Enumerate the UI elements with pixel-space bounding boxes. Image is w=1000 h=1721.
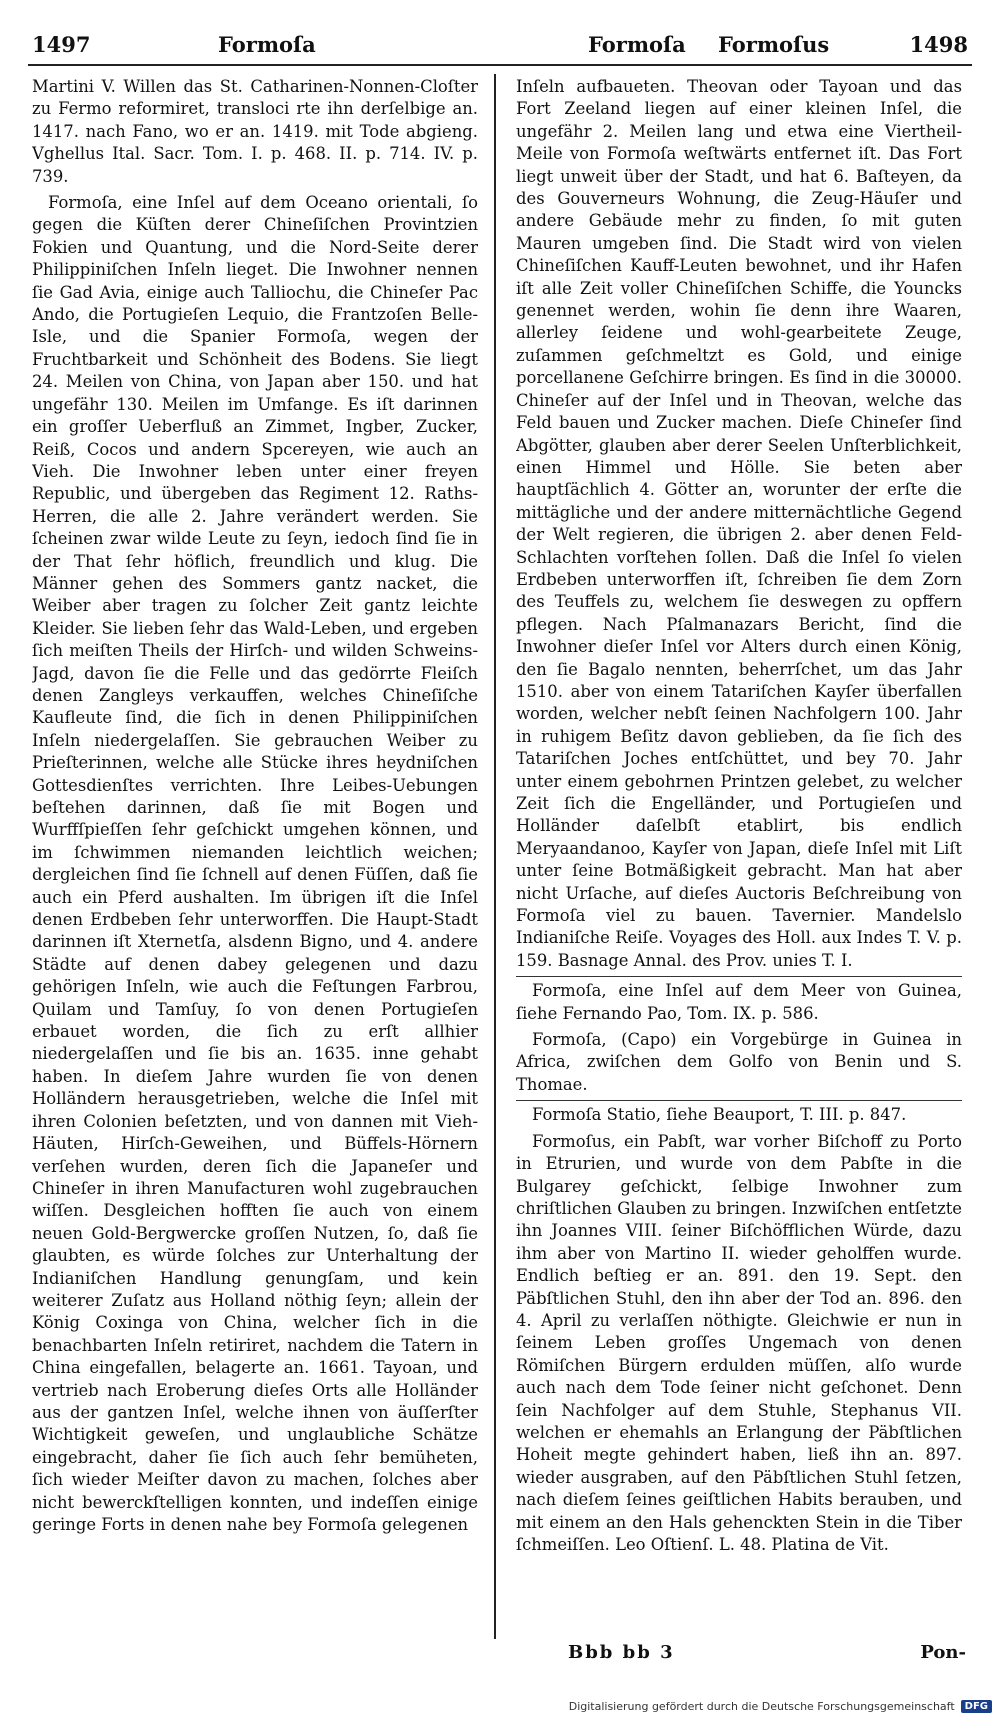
entry-continuation: Martini V. Willen das St. Catharinen-Nonnen-Cloſter zu Fermo reformiret, transloci rte ihn derſelbige an. 1417. nach Fano, wo er an. 1419. mit Tode abgieng. Vghellus Ital. Sacr. Tom. I. p. 468. II. p. 714. IV. p. 739. bbox=[32, 77, 478, 186]
page-number-right: 1498 bbox=[909, 32, 968, 57]
header-title-left: Formoſa bbox=[218, 32, 316, 57]
column-divider bbox=[494, 74, 496, 1639]
running-header bbox=[28, 24, 972, 64]
page-number-left: 1497 bbox=[32, 32, 91, 57]
dfg-logo: DFG bbox=[961, 1700, 992, 1713]
entry-formosa-statio: Formoſa Statio, ſiehe Beauport, T. III. p. 847. bbox=[516, 1100, 962, 1126]
entry-formosa-island: Formoſa, eine Inſel auf dem Oceano orientali, ſo gegen die Küſten derer Chineſiſchen Provintzien Fokien und Quantung, und die Nord-Seite derer Philippiniſchen Inſeln lieget. Die Inwohner nennen ſie Gad Avia, einige auch Talliochu, die Chineſer Pac Ando, die Portugieſen Lequio, die Frantzoſen Belle-Isle, und die Spanier Formoſa, wegen der Fruchtbarkeit und Schönheit des Bodens. Sie liegt 24. Meilen von China, von Japan aber 150. und hat ungefähr 130. Meilen im Umfange. Es iſt darinnen ein groſſer Ueberfluß an Zimmet, Ingber, Zucker, Reiß, Cocos und andern Spcereyen, wie auch an Vieh. Die Inwohner leben unter einer freyen Republic, und übergeben das Regiment 12. Raths-Herren, die alle 2. Jahre verändert werden. Sie ſcheinen zwar wilde Leute zu ſeyn, iedoch ſind ſie in der That ſehr höflich, freundlich und klug. Die Männer gehen des Sommers gantz nacket, die Weiber aber tragen zu ſolcher Zeit gantz leichte Kleider. Sie lieben ſehr das Wald-Leben, und ergeben ſich meiſten Theils der Hirſch- und wilden Schweins-Jagd, davon ſie die Felle und das gedörrte Fleiſch denen Zangleys verkauffen, welches Chineſiſche Kaufleute ſind, die ſich in denen Philippiniſchen Inſeln niedergelaſſen. Sie gebrauchen Weiber zu Prieſterinnen, welche alle Stücke ihres heydniſchen Gottesdienſtes verrichten. Ihre Leibes-Uebungen beſtehen darinnen, daß ſie mit Bogen und Wurffſpieſſen ſehr geſchickt umgehen können, und im ſchwimmen niemanden leichtlich weichen; dergleichen ſind ſie ſchnell auf denen Füſſen, daß ſie auch ein Pferd aushalten. Im übrigen iſt die Inſel denen Erdbeben ſehr unterworffen. Die Haupt-Stadt darinnen iſt Xternetſa, alsdenn Bigno, und 4. andere Städte auf denen dabey gelegenen und dazu gehörigen Inſeln, wie auch die Feſtungen Farbrou, Quilam und Tamſuy, ſo von denen Portugieſen erbauet worden, die ſich zu erſt allhier niedergelaſſen und ſie bis an. 1635. inne gehabt haben. In dieſem Jahre wurden ſie von denen Holländern herausgetrieben, welche die Inſel mit ihren Colonien beſetzten, und von dannen mit Vieh-Häuten, Hirſch-Geweihen, und Büffels-Hörnern verſehen wurden, deren ſich die Japaneſer und Chineſer in ihren Manufacturen wohl zugebrauchen wiſſen. Desgleichen hofften ſie auch von einem neuen Gold-Bergwercke groſſen Nutzen, ſo, daß ſie glaubten, es würde ſolches zur Unterhaltung der Indianiſchen Handlung genungſam, und kein weiterer Zuſatz aus Holland nöthig ſeyn; allein der König Coxinga von China, welcher ſich in die benachbarten Inſeln retiriret, nachdem die Tatern in China eingefallen, belagerte an. 1661. Tayoan, und vertrieb nach Eroberung dieſes Orts alle Holländer aus der gantzen Inſel, welche ihnen von äuſſerſter Wichtigkeit geweſen, und unglaubliche Schätze eingebracht, daher ſie ſich auch ſehr bemüheten, ſich wieder Meiſter davon zu machen, ſolches aber nicht bewerckſtelligen konnten, und indeſſen einige geringe Forts in denen nahe bey Formoſa gelegenen bbox=[32, 193, 478, 1534]
page-footer bbox=[28, 1634, 972, 1674]
entry-formosa-guinea: Formoſa, eine Inſel auf dem Meer von Guinea, ſiehe Fernando Pao, Tom. IX. p. 586. bbox=[516, 976, 962, 1025]
entry-formosa-continuation: Inſeln aufbaueten. Theovan oder Tayoan und das Fort Zeeland liegen auf einer kleinen Inſel, die ungefähr 2. Meilen lang und etwa eine Viertheil-Meile von Formoſa weſtwärts entfernet iſt. Das Fort liegt unweit über der Stadt, und hat 6. Baſteyen, da des Gouverneurs Wohnung, die Zeug-Häuſer und andere Gebäude mehr zu finden, ſo mit guten Mauren umgeben ſind. Die Stadt wird von vielen Chineſiſchen Kauff-Leuten bewohnet, und ihr Hafen iſt alle Zeit voller Chineſiſchen Schiffe, die Younckѕ genennet werden, wohin ſie denn ihre Waaren, allerley ſeidene und wohl-gearbeitete Zeuge, zuſammen geſchmeltzt es Gold, und einige porcellanene Geſchirre bringen. Es ſind in die 30000. Chineſer auf der Inſel und in Theovan, welche das Feld bauen und Zucker machen. Dieſe Chineſer ſind Abgötter, glauben aber derer Seelen Unſterblichkeit, einen Himmel und Hölle. Sie beten aber hauptſächlich 4. Götter an, worunter der erſte die mittägliche und der andere mitternächtliche Gegend der Welt regieren, die übrigen 2. aber denen Feld-Schlachten vorſtehen ſollen. Daß die Inſel ſo vielen Erdbeben unterworffen iſt, ſchreiben ſie dem Zorn des Teuffels zu, welchem ſie deswegen zu opffern pflegen. Nach Pſalmanazars Bericht, ſind die Inwohner dieſer Inſel vor Alters durch einen König, den ſie Bagalo nennten, beherrſchet, um das Jahr 1510. aber von einem Tatariſchen Kayſer überfallen worden, welcher nebſt ſeinen Nachfolgern 100. Jahr in ruhigem Beſitz davon geblieben, da ſie ſich des Tatariſchen Joches entſchüttet, und bey 70. Jahr unter einem gebohrnen Printzen gelebet, zu welcher Zeit ſich die Engelländer, und Portugieſen und Holländer daſelbſt etablirt, bis endlich Meryaandanoo, Kayſer von Japan, dieſe Inſel mit Liſt unter ſeine Botmäßigkeit gebracht. Man hat aber nicht Urſache, auf dieſes Auctoris Beſchreibung von Formoſa viel zu bauen. Tavernier. Mandelslo Indianiſche Reiſe. Voyages des Holl. aux Indes T. V. p. 159. Basnage Annal. des Prov. unies T. I. bbox=[516, 77, 962, 970]
catchword: Pon- bbox=[920, 1642, 966, 1663]
digitization-credit bbox=[569, 1700, 992, 1713]
header-title-center: Formoſa bbox=[588, 32, 686, 57]
entry-formosa-capo: Formoſa, (Capo) ein Vorgebürge in Guinea in Africa, zwiſchen dem Golfo von Benin und S. Thomae. bbox=[516, 1030, 962, 1094]
entry-formosus-pope: Formoſus, ein Pabſt, war vorher Biſchoff zu Porto in Etrurien, und wurde von dem Pabſte in die Bulgarey geſchickt, ſelbige Inwohner zum chriſtlichen Glauben zu bringen. Inzwiſchen entſetzte ihn Joannes VIII. ſeiner Biſchöfflichen Würde, dazu ihm aber von Martino II. wieder geholffen wurde. Endlich beſtieg er an. 891. den 19. Sept. den Päbſtlichen Stuhl, den ihn aber der Tod an. 896. den 4. April zu verlaſſen nöthigte. Gleichwie er nun in ſeinem Leben groſſes Ungemach von denen Römiſchen Bürgern erdulden müſſen, alſo wurde auch nach dem Tode ſeiner nicht geſchonet. Denn ſein Nachfolger auf dem Stuhle, Stephanus VII. welchen er ehemahls an Erlangung der Päbſtlichen Hoheit megte gehindert haben, ließ ihn an. 897. wieder ausgraben, auf den Päbſtlichen Stuhl ſetzen, nach dieſem ſeines geiſtlichen Habits berauben, und mit einem an den Hals gehenckten Stein in die Tiber ſchmeiſſen. Leo Oſtienſ. L. 48. Platina de Vit. bbox=[516, 1131, 962, 1554]
credit-text: Digitalisierung gefördert durch die Deutsche Forschungsgemeinschaft bbox=[568, 1700, 955, 1713]
right-column bbox=[516, 76, 962, 1636]
left-column bbox=[32, 76, 478, 1636]
header-rule bbox=[28, 64, 972, 66]
header-title-right: Formoſus bbox=[718, 32, 830, 57]
signature-mark: Bbb bb 3 bbox=[568, 1642, 675, 1663]
book-page bbox=[28, 24, 972, 1684]
